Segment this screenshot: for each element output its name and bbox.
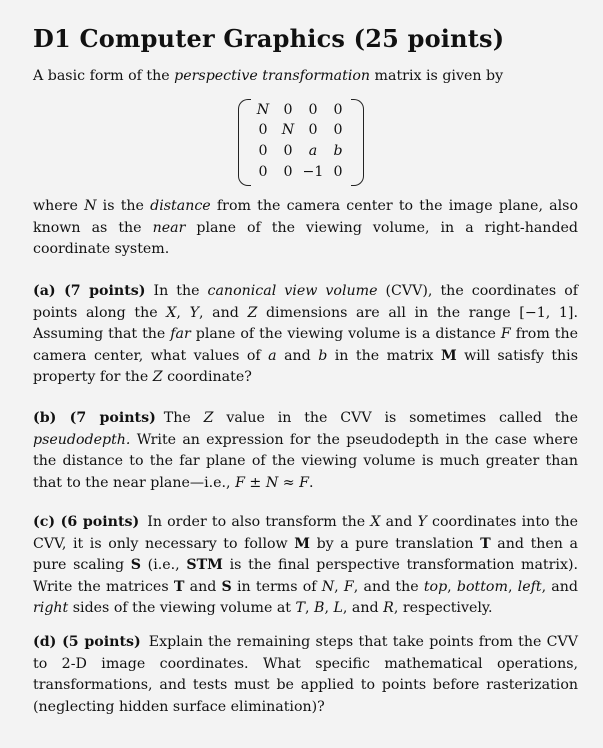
matrix-cell: 0: [283, 164, 293, 180]
math-var: N: [84, 198, 97, 214]
text-span: .: [308, 474, 314, 491]
question-part-a: [33, 281, 578, 389]
matrix-cell: a: [308, 143, 318, 159]
matrix-right-paren: [351, 99, 364, 186]
text-span: , respectively.: [393, 600, 493, 616]
math-var: Y: [189, 304, 199, 321]
text-span: plane of the viewing volume is a distance: [190, 326, 501, 342]
math-expression: F ± N ≈ F: [235, 474, 309, 491]
intro-text-end: matrix is given by: [370, 68, 504, 84]
math-var: N: [321, 578, 335, 595]
intro-emphasis: perspective transformation: [174, 68, 371, 84]
emphasis-text: distance: [150, 198, 211, 214]
text-span: will satisfy this property for the: [33, 347, 578, 385]
question-part-d: [33, 632, 578, 718]
question-part-c: [33, 512, 578, 620]
math-var: b: [318, 347, 328, 364]
matrix-cell: 0: [333, 164, 343, 180]
math-var: T: [295, 600, 305, 616]
text-span: in terms of: [231, 578, 322, 595]
matrix-cell: 0: [283, 143, 293, 159]
text-span: dimensions are all in the range [−1, 1]. Assuming that the: [33, 304, 578, 342]
text-span: and: [184, 578, 222, 595]
text-span: (i.e.,: [141, 557, 187, 573]
text-span: ,: [176, 304, 190, 321]
math-var: Z: [152, 369, 163, 385]
math-matrix: T: [480, 535, 491, 552]
math-matrix: S: [130, 557, 141, 573]
emphasis-text: canonical view volume: [207, 283, 378, 299]
math-matrix: S: [221, 578, 232, 595]
text-span: ,: [304, 600, 315, 616]
text-span: Explain the remaining steps that take points from the CVV to 2-D image coordinates. What specific mathematical operations, transformations, and tests must be applied to points before rasterization (neglecting hidden surface elimination)?: [33, 634, 578, 715]
emphasis-text: bottom: [456, 578, 508, 595]
matrix-cell: 0: [333, 102, 343, 118]
math-var: Z: [247, 304, 258, 321]
text-span: from the camera center to the image plane, also known as the: [33, 198, 578, 236]
math-matrix: M: [294, 535, 310, 552]
math-var: B: [314, 600, 325, 616]
text-span: and: [276, 347, 319, 364]
text-span: where: [33, 198, 85, 214]
text-span: coordinate?: [162, 369, 252, 385]
math-var: X: [370, 514, 381, 530]
text-span: from the camera center, what values of: [33, 326, 578, 364]
text-span: (CVV), the coordinates of points along the: [33, 283, 578, 321]
text-span: in the matrix: [327, 347, 441, 364]
text-span: , and: [198, 304, 248, 321]
page-title: D1 Computer Graphics (25 points): [33, 24, 505, 53]
math-var: R: [383, 600, 394, 616]
text-span: value in the CVV is sometimes called the: [213, 410, 578, 426]
text-span: sides of the viewing volume at: [68, 600, 296, 616]
text-span: coordinates into the CVV, it is only necessary to follow: [33, 514, 578, 552]
definition-paragraph: [33, 196, 578, 261]
matrix-cell: 0: [308, 102, 318, 118]
matrix-cell: N: [256, 102, 270, 118]
matrix-cell: 0: [308, 122, 318, 138]
math-var: Z: [203, 410, 214, 426]
question-part-b: [33, 408, 578, 494]
text-span: and: [380, 514, 418, 530]
text-span: by a pure translation: [309, 535, 481, 552]
text-span: ,: [447, 578, 457, 595]
emphasis-text: right: [33, 600, 69, 616]
math-matrix: M: [440, 347, 457, 364]
matrix-cell: 0: [333, 122, 343, 138]
intro-paragraph: [33, 66, 578, 88]
text-span: , and: [541, 578, 578, 595]
math-var: L: [333, 600, 343, 616]
text-span: is the final perspective transformation matrix). Write the matrices: [33, 557, 578, 595]
text-span: The: [163, 410, 204, 426]
matrix-cell: 0: [258, 122, 268, 138]
emphasis-text: far: [170, 326, 191, 342]
text-span: ,: [334, 578, 344, 595]
text-span: , and: [342, 600, 384, 616]
math-var: F: [500, 326, 511, 342]
emphasis-text: top: [423, 578, 448, 595]
math-var: a: [268, 347, 277, 364]
matrix-left-paren: [238, 99, 251, 186]
text-span: plane of the viewing volume, in a right-handed coordinate system.: [33, 219, 578, 257]
part-c-label: (c) (6 points): [33, 514, 140, 530]
matrix-cell: 0: [258, 143, 268, 159]
text-span: ,: [324, 600, 334, 616]
matrix-cell: b: [333, 143, 343, 159]
emphasis-text: left: [517, 578, 542, 595]
math-var: X: [166, 304, 177, 321]
emphasis-text: near: [152, 219, 186, 236]
text-span: and then a pure scaling: [33, 535, 578, 573]
matrix-cell: 0: [283, 102, 293, 118]
perspective-matrix: [238, 99, 364, 184]
text-span: ,: [507, 578, 518, 595]
emphasis-text: pseudodepth.: [33, 431, 131, 448]
part-b-label: (b) (7 points): [33, 410, 156, 426]
math-matrix: T: [173, 578, 185, 595]
math-var: Y: [417, 514, 427, 530]
text-span: In the: [153, 283, 208, 299]
part-d-label: (d) (5 points): [33, 634, 141, 650]
text-span: is the: [96, 198, 151, 214]
intro-text: A basic form of the: [33, 68, 175, 84]
math-matrix: STM: [186, 557, 223, 573]
matrix-cell: −1: [302, 164, 324, 180]
text-span: , and the: [353, 578, 424, 595]
text-span: Write an expression for the pseudodepth in the case where the distance to the far plane of the viewing volume is much greater than that to the near plane—i.e.,: [33, 431, 578, 491]
math-var: F: [343, 578, 354, 595]
matrix-cell: 0: [258, 164, 268, 180]
text-span: In order to also transform the: [147, 514, 371, 530]
part-a-label: (a) (7 points): [33, 283, 146, 299]
matrix-cell: N: [281, 122, 295, 138]
